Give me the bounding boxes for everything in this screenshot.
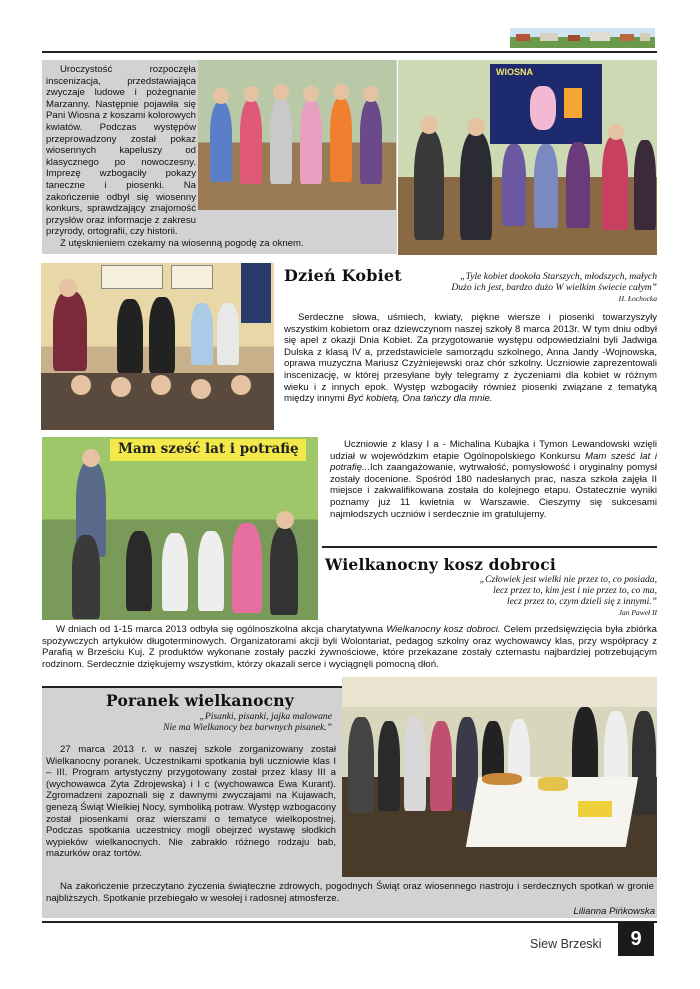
basket-action-name: Wielkanocny kosz dobroci.: [386, 624, 501, 635]
spring-group-photo: [398, 60, 657, 255]
womens-day-songs: Być kobietą, Ona tańczy dla mnie.: [347, 393, 493, 405]
spring-dance-photo: [198, 60, 396, 210]
six-years-paragraph-start: Uczniowie z klasy I a - Michalina Kubajka i Tymon Lewandowski wzięli udział w wojewódzkim etapie Ogólnopolskiego Konkursu: [330, 439, 657, 462]
spring-paragraph-1: Uroczystość rozpoczęła inscenizacja, przedstawiająca zwyczaje ludowe i pożegnanie Marzanny. Następnie pojawiła się Pani Wiosna z koszami kolorowych kwiatów. Podczas występów przeprowadzony został pokaz wiosennych kapeluszy od klasycznego po nowoczesny. Imprezę wzbogaciły pokazy taneczne i piosenki. Na zakończenie odbył się wiosenny konkurs, sprawdzający znajomość przysłów oraz informacje z zakresu przyrody, ortografii, czy historii.: [46, 64, 196, 238]
spring-banner-text: WIOSNA: [496, 67, 533, 77]
womens-day-text: [284, 312, 657, 405]
six-years-paragraph-end: Ich zaangażowanie, wytrwałość, pomysłowość i oryginalny pomysł zostały docenione. Spośród 180 nadesłanych prac, nasza szkoła zajęła II miejsce i zakwalifikowana została do kolejnego etapu. Ostatecznie wyniki poznamy już 11 kwietnia w Warszawie. Cieszymy się sukcesami najmłodszych uczniów i serdecznie im gratulujemy.: [330, 462, 657, 520]
basket-quote-line-3: lecz przez to, czym dzieli się z innymi.”: [506, 596, 657, 607]
morning-top-rule: [42, 686, 342, 688]
six-years-banner: Mam sześć lat i potrafię: [110, 439, 306, 461]
womens-day-paragraph: Serdeczne słowa, uśmiech, kwiaty, piękne wiersze i piosenki towarzyszyły wszystkim kobietom oraz dziewczynom naszej szkoły 8 marca 2013r. W tym dniu odbył się apel z okazji Dnia Kobiet. Za przygotowanie występu odpowiedzialni byli Jadwiga Dulska z klasą IV a, przedstawiciele samorządu szkolnego, Anna Jandy -Wojnowska, oprawa muzyczna Mariusz Czyżniejewski oraz chór szkolny. Uczniowie zaprezentowali inscenizację, w której przesyłane były telegramy z życzeniami dla kobiet w różnym wieku i z innych epok. Występ wzbogaciły również piosenki związane z tematyką między innymi: [284, 312, 657, 405]
basket-paragraph-end: Celem przedsięwzięcia była zbiórka spożywczych artykułów długoterminowych. Organizatorami akcji byli Wolontariat, pedagog szkolny oraz wychowawcy klas, przy współpracy z Parafią w Brześciu Kuj. Z produktów wykonane zostały paczki żywnościowe, które przekazane zostały czternastu najbardziej potrzebującym rodzinom. Serdecznie dziękujemy wszystkim, którzy okazali serce i wyciągnęli pomocną dłoń.: [42, 624, 657, 670]
morning-quote-line-1: „Pisanki, pisanki, jajka malowane: [199, 711, 332, 722]
womens-day-quote-line-2: Dużo ich jest, bardzo dużo W wielkim świecie całym”: [451, 282, 657, 293]
basket-quote-line-1: „Człowiek jest wielki nie przez to, co posiada,: [479, 574, 657, 585]
footer-magazine-name: Siew Brzeski: [530, 937, 602, 951]
footer-rule: [42, 921, 657, 923]
spring-paragraph-2: Z utęsknieniem czekamy na wiosenną pogodę za oknem.: [60, 238, 304, 249]
womens-day-title: Dzień Kobiet: [284, 266, 402, 285]
morning-paragraph-2: Na zakończenie przeczytano życzenia świąteczne zdrowych, pogodnych Świąt oraz wiosennego nastroju i serdecznych spotkań w gronie najbliższych. Spotkanie przebiegało w wesołej i radosnej atmosferze.: [46, 881, 654, 904]
womens-day-photo: [41, 263, 274, 430]
header-village-image: [510, 28, 655, 48]
morning-title: Poranek wielkanocny: [106, 691, 294, 710]
morning-closing: [46, 881, 654, 904]
basket-paragraph-start: W dniach od 1-15 marca 2013 odbyła się ogólnoszkolna akcja charytatywna: [56, 624, 384, 635]
spring-closing: [46, 238, 391, 250]
womens-day-quote-line-1: „Tyle kobiet dookoła Starszych, młodszych, małych: [460, 271, 657, 282]
basket-quote-line-2: lecz przez to, kim jest i nie przez to, co ma,: [493, 585, 657, 596]
basket-quote: [322, 574, 657, 618]
basket-quote-author: Jan Paweł II: [618, 608, 657, 617]
morning-text: [46, 744, 336, 860]
six-years-text: [330, 439, 657, 520]
six-years-photo: [42, 437, 318, 620]
page-number: 9: [618, 922, 654, 956]
spring-text: [46, 64, 196, 238]
womens-day-quote-author: H. Łochocka: [618, 294, 657, 303]
morning-signature: Lilianna Pińkowska: [573, 906, 655, 917]
header-rule: [42, 51, 657, 53]
six-years-contest-name: Mam sześć lat i potrafię...: [330, 450, 658, 474]
spring-banner-board: [490, 64, 602, 144]
easter-morning-photo: [342, 677, 657, 877]
basket-title: Wielkanocny kosz dobroci: [325, 555, 556, 574]
morning-quote: [42, 711, 332, 733]
basket-text: [42, 624, 657, 670]
basket-top-rule: [322, 546, 657, 548]
morning-quote-line-2: Nie ma Wielkanocy bez barwnych pisanek.”: [163, 722, 332, 733]
womens-day-quote: [400, 271, 657, 304]
morning-paragraph-1: 27 marca 2013 r. w naszej szkole zorganizowany został Wielkanocny poranek. Uczestnikami spotkania byli uczniowie klas I – III. Program artystyczny przygotowany został przez klasy III a (wychowawca Zyta Zdrojewska) i I c (wychowawca Ewa Kurant). Zgromadzeni zapoznali się z dawnymi zwyczajami na Kujawach, genezą Świąt Wielkiej Nocy, symboliką potraw. Występ wzbogacony został piosenkami oraz wierszami o tematyce wielkopostnej. Podczas spotkania uczestnicy mogli obejrzeć wystawę słodkich wypieków wielkanocnych. Nie zabrakło różnego rodzaju bab, mazurków oraz tortów.: [46, 744, 336, 860]
